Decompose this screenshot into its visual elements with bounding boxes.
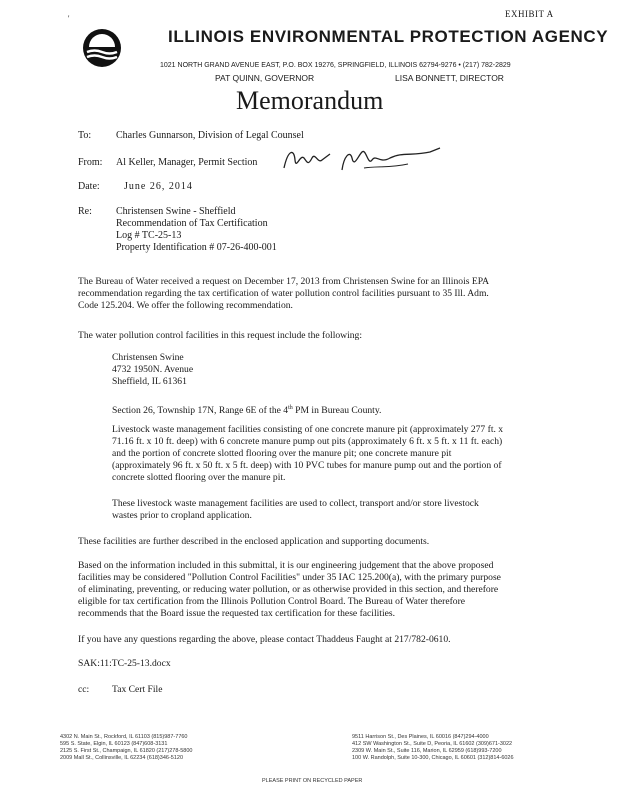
- office-line: 412 SW Washington St., Suite D, Peoria, IL 61602 (309)671-3022: [352, 741, 513, 747]
- office-line: 595 S. State, Elgin, IL 60123 (847)608-3131: [60, 741, 168, 747]
- re-line: Log # TC-25-13: [116, 230, 182, 241]
- paragraph-request: [78, 276, 489, 312]
- text-line: Code 125.204. We offer the following recommendation.: [78, 300, 293, 311]
- footer-offices-left: [60, 734, 193, 762]
- to-label: To:: [78, 130, 92, 141]
- cc-label: cc:: [78, 684, 90, 695]
- address-line: 4732 1950N. Avenue: [112, 364, 194, 375]
- location-superscript: th: [288, 405, 293, 411]
- text-line: recommends that the Board issue the requested tax certification for these facilities.: [78, 608, 396, 619]
- text-line: and the portion of concrete slotted flooring over the manure pit; one concrete manure pit: [112, 448, 452, 459]
- agency-address: 1021 NORTH GRAND AVENUE EAST, P.O. BOX 19276, SPRINGFIELD, ILLINOIS 62794-9276 • (217) 782-2829: [160, 62, 511, 69]
- facility-location: [112, 402, 381, 417]
- from-label: From:: [78, 157, 103, 168]
- text-line: facilities may be considered "Pollution Control Facilities" under 35 IAC 125.200(a), with the primary purpose: [78, 572, 501, 583]
- paragraph-enclosed: These facilities are further described in the enclosed application and supporting documents.: [78, 536, 430, 547]
- text-line: recommendation regarding the tax certification of water pollution control facilities pursuant to 35 Ill. Adm.: [78, 288, 489, 299]
- text-line: of eliminating, preventing, or reducing water pollution, or as otherwise provided in this section, and therefore: [78, 584, 499, 595]
- address-line: Christensen Swine: [112, 352, 184, 363]
- memo-title: Memorandum: [236, 86, 384, 115]
- text-line: Based on the information included in this submittal, it is our engineering judgement that the above proposed: [78, 560, 494, 571]
- office-line: 2309 W. Main St., Suite 116, Marion, IL 62959 (618)993-7200: [352, 748, 502, 754]
- paragraph-recommendation: [78, 560, 501, 620]
- agency-logo-icon: [82, 28, 122, 68]
- office-line: 9511 Harrison St., Des Plaines, IL 60016 (847)294-4000: [352, 734, 489, 740]
- stray-mark: ': [68, 14, 70, 23]
- agency-name: ILLINOIS ENVIRONMENTAL PROTECTION AGENCY: [168, 27, 609, 46]
- exhibit-label: EXHIBIT A: [505, 9, 554, 19]
- paragraph-facility-description: [112, 424, 503, 484]
- paragraph-facility-use: [112, 498, 479, 522]
- governor-name: PAT QUINN, GOVERNOR: [215, 73, 315, 83]
- location-text: Section 26, Township 17N, Range 6E of the 4: [112, 405, 289, 417]
- re-line: Christensen Swine - Sheffield: [116, 206, 236, 217]
- location-text: PM in Bureau County.: [292, 405, 382, 417]
- re-line: Recommendation of Tax Certification: [116, 218, 268, 229]
- recycled-paper-note: PLEASE PRINT ON RECYCLED PAPER: [262, 778, 363, 784]
- text-line: eligible for tax certification from the Illinois Pollution Control Board. The Bureau of Water therefore: [78, 596, 466, 607]
- text-line: The Bureau of Water received a request on December 17, 2013 from Christensen Swine for an Illinois EPA: [78, 276, 490, 287]
- paragraph-contact: If you have any questions regarding the above, please contact Thaddeus Faught at 217/782-0610.: [78, 634, 451, 645]
- re-label: Re:: [78, 206, 92, 217]
- text-line: Livestock waste management facilities consisting of one concrete manure pit (approximately 277 ft. x: [112, 424, 504, 435]
- facility-address: [112, 352, 193, 388]
- file-reference: SAK:11:TC-25-13.docx: [78, 658, 171, 669]
- to-value: Charles Gunnarson, Division of Legal Counsel: [116, 130, 304, 141]
- text-line: wastes prior to cropland application.: [112, 510, 252, 521]
- footer-offices-right: [352, 734, 514, 762]
- address-line: Sheffield, IL 61361: [112, 376, 187, 387]
- director-name: LISA BONNETT, DIRECTOR: [395, 73, 504, 83]
- cc-value: Tax Cert File: [112, 684, 163, 695]
- paragraph-facilities-intro: The water pollution control facilities in this request include the following:: [78, 330, 363, 341]
- office-line: 4302 N. Main St., Rockford, IL 61103 (815)987-7760: [60, 734, 188, 740]
- office-line: 100 W. Randolph, Suite 10-300, Chicago, IL 60601 (312)814-6026: [352, 755, 514, 761]
- text-line: (approximately 96 ft. x 50 ft. x 5 ft. deep) with 10 PVC tubes for manure pump out and the portion of: [112, 460, 502, 471]
- text-line: concrete slotted flooring over the manure pit.: [112, 472, 286, 483]
- signature-icon: [280, 146, 445, 174]
- date-label: Date:: [78, 181, 100, 192]
- office-line: 2009 Mall St., Collinsville, IL 62234 (618)346-5120: [60, 755, 184, 761]
- office-line: 2125 S. First St., Champaign, IL 61820 (217)278-5800: [60, 748, 193, 754]
- date-value: June 26, 2014: [124, 181, 193, 192]
- re-line: Property Identification # 07-26-400-001: [116, 242, 277, 253]
- text-line: These livestock waste management facilities are used to collect, transport and/or store livestock: [112, 498, 479, 509]
- from-value: Al Keller, Manager, Permit Section: [116, 157, 258, 168]
- text-line: 71.16 ft. x 10 ft. deep) with 6 concrete manure pump out pits (approximately 6 ft. x 5 ft. x 11 ft. each): [112, 436, 503, 447]
